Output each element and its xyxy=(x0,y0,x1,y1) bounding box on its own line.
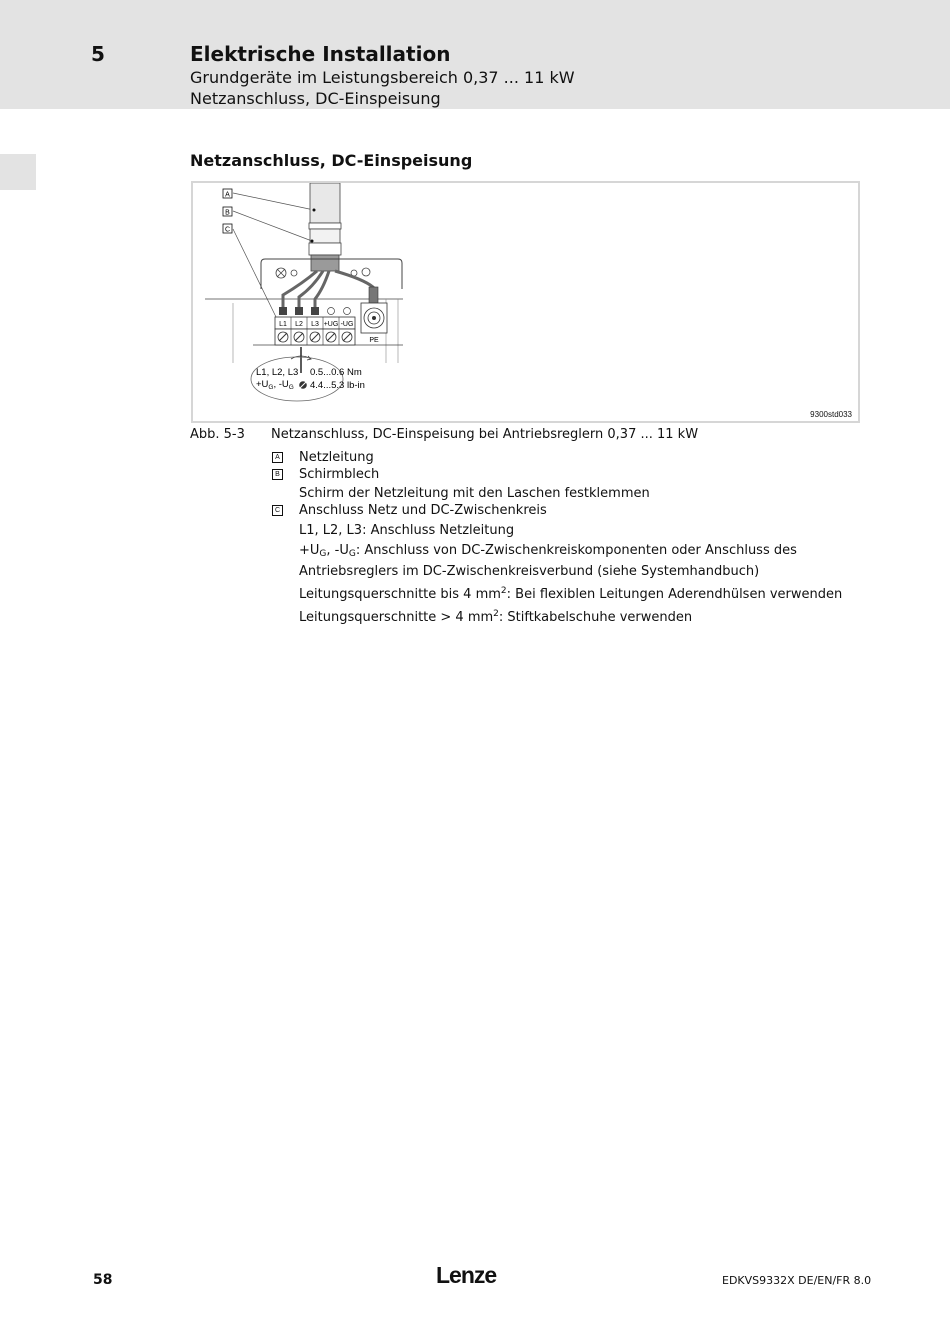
legend-mark-a: A xyxy=(272,452,283,463)
legend-mark-c: C xyxy=(272,505,283,516)
legend-detail-c-ug: $+U_G$, $-U_G$: Anschluss von DC-Zwischenkreiskomponenten oder Anschluss des Antriebsreglers im DC-Zwischenkreisverbund (siehe Systemhandbuch) xyxy=(299,543,797,579)
figure-reference-code: 9300std033 xyxy=(810,410,852,419)
header-subtitle-2: Netzanschluss, DC-Einspeisung xyxy=(190,89,441,108)
section-heading: Netzanschluss, DC-Einspeisung xyxy=(190,151,473,170)
cable-wires xyxy=(283,271,373,311)
callout-b-label: B xyxy=(225,209,230,217)
legend-text-a: Netzleitung xyxy=(299,450,374,465)
pe-terminal xyxy=(361,303,387,344)
terminal-block xyxy=(275,317,355,345)
slot-screw-icon xyxy=(299,381,307,389)
callout-a-label: A xyxy=(225,191,230,199)
page-number: 58 xyxy=(93,1272,113,1288)
legend-detail-b: Schirm der Netzleitung mit den Laschen festklemmen xyxy=(299,486,650,501)
torque-terminals-label: L1, L2, L3 xyxy=(256,367,299,378)
legend-text-b: Schirmblech xyxy=(299,467,380,482)
pe-lug xyxy=(369,287,378,305)
callout-b xyxy=(223,207,232,217)
mains-cable xyxy=(309,183,341,271)
lenze-logo: Lenze xyxy=(436,1262,497,1288)
legend-item-b xyxy=(272,466,872,483)
figure-legend xyxy=(272,449,872,626)
torque-lbin-value: 4.4...5.3 lb-in xyxy=(310,380,365,391)
terminal-l1-label: L1 xyxy=(279,321,287,328)
torque-dc-label: $+U_G$, $-U_G$ xyxy=(256,379,294,391)
wiring-figure xyxy=(191,181,860,423)
torque-nm-value: 0.5...0.6 Nm xyxy=(310,367,362,378)
legend-item-a xyxy=(272,449,872,466)
legend-detail-c-l123: L1, L2, L3: Anschluss Netzleitung xyxy=(299,523,515,538)
document-id: EDKVS9332X DE/EN/FR 8.0 xyxy=(722,1274,872,1287)
wiring-diagram-illustration xyxy=(193,183,858,421)
legend-item-c xyxy=(272,502,872,519)
terminal-l2-label: L2 xyxy=(295,321,303,328)
chapter-title: Elektrische Installation xyxy=(190,42,451,66)
leader-line-b xyxy=(233,211,312,241)
header-subtitle-1: Grundgeräte im Leistungsbereich 0,37 ... 11 kW xyxy=(190,68,575,87)
legend-detail-c-cross-section-1: Leitungsquerschnitte bis 4 $mm^2$: Bei flexiblen Leitungen Aderendhülsen verwenden xyxy=(299,586,843,602)
terminal-minus-ug-label: -UG xyxy=(340,321,354,328)
legend-mark-b: B xyxy=(272,469,283,480)
callout-c xyxy=(223,224,232,234)
chapter-number: 5 xyxy=(91,42,105,66)
callout-a xyxy=(223,189,232,199)
page-header xyxy=(0,0,950,109)
figure-caption-label: Abb. 5-3 xyxy=(190,427,245,442)
leader-line-c xyxy=(233,229,277,319)
legend-text-c: Anschluss Netz und DC-Zwischenkreis xyxy=(299,503,547,518)
figure-caption-text: Netzanschluss, DC-Einspeisung bei Antriebsreglern 0,37 ... 11 kW xyxy=(271,427,699,442)
terminal-plus-ug-label: +UG xyxy=(323,321,339,328)
leader-line-a xyxy=(233,193,314,210)
callout-c-label: C xyxy=(224,226,231,234)
pe-label: PE xyxy=(369,337,379,344)
terminal-l3-label: L3 xyxy=(311,321,319,328)
chapter-side-tab xyxy=(0,154,36,190)
legend-detail-c-cross-section-2: Leitungsquerschnitte > 4 $mm^2$: Stiftkabelschuhe verwenden xyxy=(299,609,693,625)
